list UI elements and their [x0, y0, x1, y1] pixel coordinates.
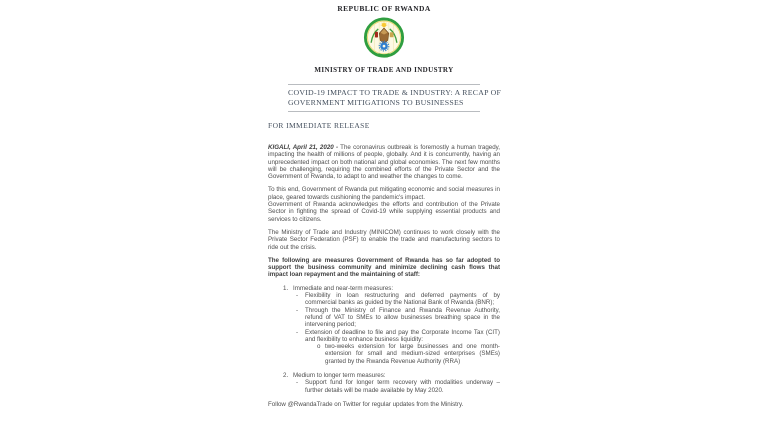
list-item — [268, 292, 500, 307]
ministry-heading: MINISTRY OF TRADE AND INDUSTRY — [314, 66, 454, 74]
dash-bullet: - — [296, 292, 299, 300]
measures-sentence-2: Government of Rwanda acknowledges the efforts and contribution of the Private Sector in fighting the spread of Covid-19 while supplying essential products and services to citizens. — [268, 201, 500, 223]
list-item-text: Flexibility in loan restructuring and deferred payments of by commercial banks as guided by the National Bank of Rwanda (BNR); — [305, 292, 500, 307]
list-item — [268, 379, 500, 394]
measure-heading-text: Immediate and near-term measures: — [293, 284, 394, 292]
measure-heading-text: Medium to longer term measures: — [293, 372, 386, 380]
dash-bullet: - — [296, 379, 299, 387]
list-subitem-text: two-weeks extension for large businesses and one month-extension for small and medium-sized enterprises (SMEs) granted by the Rwanda Revenue Authority (RRA) — [325, 343, 500, 365]
title-line-1: COVID-19 IMPACT TO TRADE & INDUSTRY: A RECAP OF — [288, 88, 502, 97]
republic-heading: REPUBLIC OF RWANDA — [337, 4, 431, 13]
measure-group-medium — [268, 372, 500, 394]
measure-heading — [268, 285, 500, 292]
twitter-follow-line: Follow @RwandaTrade on Twitter for regular updates from the Ministry. — [268, 400, 464, 408]
paragraph-adopted-intro: The following are measures Government of Rwanda has so far adopted to support the business community and minimize declining cash flows that impact loan repayment and the maintaining of staff: — [268, 256, 500, 279]
paragraph-intro — [268, 144, 500, 180]
title-block — [288, 84, 502, 112]
measure-group-immediate — [268, 285, 500, 365]
list-item-text: Through the Ministry of Finance and Rwanda Revenue Authority, refund of VAT to SMEs to allow businesses breathing space in the intervening period; — [305, 306, 500, 329]
measures-list — [268, 285, 500, 394]
measures-sentence-1: To this end, Government of Rwanda put mitigating economic and social measures in place, geared towards cushioning the pandemic's impact. — [268, 186, 500, 201]
list-item — [268, 307, 500, 329]
list-item-text: Support fund for longer term recovery with modalities underway – further details will be made available by May 2020. — [305, 379, 500, 394]
list-subitem — [268, 343, 500, 365]
rwanda-coat-of-arms-icon — [363, 16, 405, 60]
list-number: 1. — [283, 284, 289, 292]
dash-bullet: - — [296, 306, 299, 314]
list-item — [268, 329, 500, 344]
list-number: 2. — [283, 372, 289, 380]
dateline: KIGALI, April 21, 2020 - — [268, 144, 339, 151]
title-line-2: GOVERNMENT MITIGATIONS TO BUSINESSES — [288, 98, 464, 107]
circle-bullet: o — [317, 343, 321, 351]
intro-text: The coronavirus outbreak is foremostly a human tragedy, impacting the health of millions of people, globally. And it is concurrently, having an unprecedented impact on both national and global economies. The next few months will be challenging, requiring the combined efforts of the Private Sector and the Government of Rwanda, to adapt to and weather the changes to come. — [268, 144, 500, 181]
document-body — [268, 121, 500, 408]
document-title — [288, 85, 502, 111]
document-header — [0, 4, 768, 74]
title-divider-bottom — [288, 111, 480, 112]
release-label: FOR IMMEDIATE RELEASE — [268, 121, 370, 130]
paragraph-measures — [268, 186, 500, 222]
dash-bullet: - — [296, 328, 299, 336]
measure-heading — [268, 372, 500, 379]
list-item-text: Extension of deadline to file and pay the Corporate Income Tax (CIT) and flexibility to enhance business liquidity: — [305, 328, 500, 343]
paragraph-minicom: The Ministry of Trade and Industry (MINICOM) continues to work closely with the Private Sector Federation (PSF) to enable the trade and manufacturing sectors to ride out the crisis. — [268, 228, 500, 251]
